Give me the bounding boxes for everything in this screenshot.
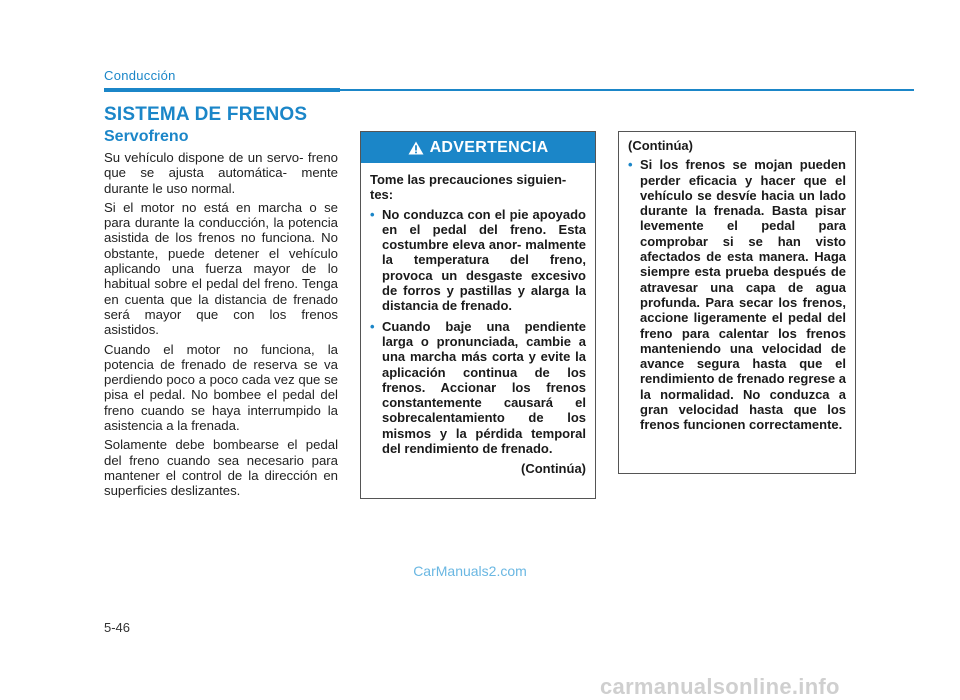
- section-subtitle: Servofreno: [104, 128, 189, 145]
- header-rule-thin: [340, 89, 914, 91]
- body-paragraph: Si el motor no está en marcha o se para durante la conducción, la potencia asistida de los frenos no funciona. No obstante, puede detener el vehículo aplicando una fuerza mayor de lo habitual sobre el pedal del freno. Tenga en cuenta que la distancia de frenado será mayor que con los frenos asistidos.: [104, 199, 338, 338]
- warning-triangle-icon: [408, 141, 424, 155]
- warning-intro: Tome las precauciones siguien- tes:: [370, 172, 567, 203]
- continued-content: [619, 132, 855, 433]
- continued-bullet-list: [628, 157, 846, 432]
- section-label: Conducción: [104, 68, 176, 83]
- bullet-dot-icon: •: [628, 157, 633, 173]
- warning-header: [361, 132, 595, 163]
- watermark-link[interactable]: CarManuals2.com: [413, 563, 527, 579]
- warning-header-label: ADVERTENCIA: [429, 138, 549, 156]
- page-number: 5-46: [104, 620, 131, 635]
- warning-content: [361, 163, 595, 477]
- bullet-text: Si los frenos se mojan pueden perder eficacia y hacer que el vehículo se desvíe hacia un lado durante la frenada. Basta pisar levemente el pedal para comprobar si se han visto afectados de esta manera. Haga siempre esta prueba después de atravesar una capa de agua profunda. Para secar los frenos, accione ligeramente el pedal del freno para calentar los frenos manteniendo una velocidad de avance segura hasta que el rendimiento de frenado regrese a la normalidad. No conduzca a gran velocidad hasta que los frenos funcionen correctamente.: [640, 157, 846, 433]
- site-watermark: carmanualsonline.info: [600, 674, 840, 699]
- header-rule-thick: [104, 88, 340, 92]
- list-item: [370, 207, 586, 314]
- bullet-text: Cuando baje una pendiente larga o pronunciada, cambie a una marcha más corta y evite la aplicación continua de los frenos. Accionar los frenos constantemente causará el sobrecalentamiento de los mismos y la pérdida temporal del rendimiento de frenado.: [382, 318, 586, 457]
- warning-continues-label: (Continúa): [521, 461, 586, 477]
- continued-title: (Continúa): [628, 138, 693, 153]
- warning-bullet-list: [370, 207, 586, 457]
- continued-warning-box: [618, 131, 856, 474]
- warning-box: [360, 131, 596, 499]
- list-item: [628, 157, 846, 432]
- body-text-column: [104, 150, 338, 503]
- body-paragraph: Su vehículo dispone de un servo- freno que se ajusta automática- mente durante le uso normal.: [104, 150, 338, 196]
- bullet-text: No conduzca con el pie apoyado en el pedal del freno. Esta costumbre eleva anor- malmente la temperatura del freno, provoca un desgaste excesivo de forros y pastillas y alarga la distancia de frenado.: [382, 206, 586, 314]
- list-item: [370, 319, 586, 457]
- body-paragraph: Solamente debe bombearse el pedal del freno cuando sea necesario para mantener el control de la dirección en superficies deslizantes.: [104, 437, 338, 499]
- body-paragraph: Cuando el motor no funciona, la potencia de frenado de reserva se va perdiendo poco a poco cada vez que se pisa el pedal. No bombee el pedal del freno cuando se haya interrumpido la asistencia a la frenada.: [104, 341, 338, 434]
- page-title: SISTEMA DE FRENOS: [104, 104, 308, 125]
- bullet-dot-icon: •: [370, 206, 375, 222]
- bullet-dot-icon: •: [370, 318, 375, 334]
